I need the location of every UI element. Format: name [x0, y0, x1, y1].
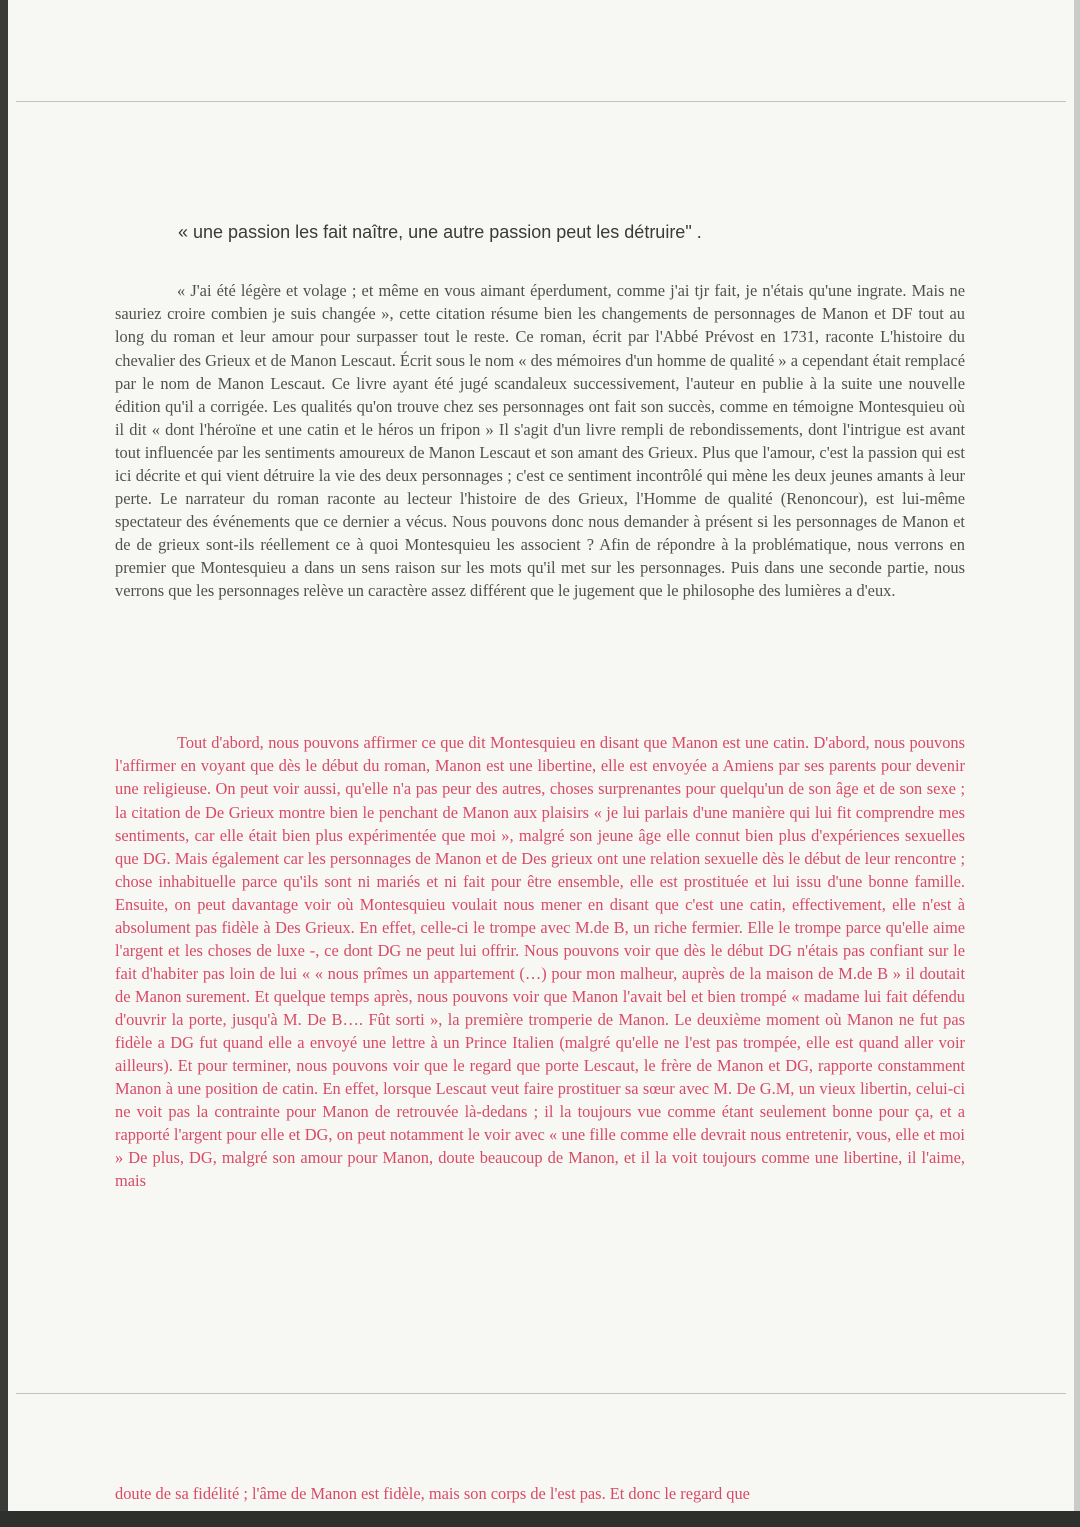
- page-edge-bottom: [0, 1511, 1080, 1527]
- page-break-line-bottom: [16, 1393, 1066, 1394]
- development-paragraph: Tout d'abord, nous pouvons affirmer ce que dit Montesquieu en disant que Manon est une catin. D'abord, nous pouvons l'affirmer en voyant que dès le début du roman, Manon est une libertine, elle est envoyée a Amiens par ses parents pour devenir une religieuse. On peut voir aussi, qu'elle n'a pas peur des autres, choses surprenantes pour quelqu'un de son âge et de son sexe ; la citation de De Grieux montre bien le penchant de Manon aux plaisirs « je lui parlais d'une manière qui lui fit comprendre mes sentiments, car elle était bien plus expérimentée que moi », malgré son jeune âge elle connut bien plus d'expériences sexuelles que DG. Mais également car les personnages de Manon et de Des grieux ont une relation sexuelle dès le début de leur rencontre ; chose inhabituelle parce qu'ils sont ni mariés et ni fait pour être ensemble, elle est prostituée et lui issu d'une bonne famille. Ensuite, on peut davantage voir où Montesquieu voulait nous mener en disant que c'est une catin, effectivement, elle n'est à absolument pas fidèle à Des Grieux. En effet, celle-ci le trompe avec M.de B, un riche fermier. Elle le trompe parce qu'elle aime l'argent et les choses de luxe -, ce dont DG ne peut lui offrir. Nous pouvons voir que dès le début DG n'étais pas confiant sur le fait d'habiter pas loin de lui « « nous prîmes un appartement (…) pour mon malheur, auprès de la maison de M.de B » il doutait de Manon surement. Et quelque temps après, nous pouvons voir que Manon l'avait bel et bien trompé « madame lui fait défendu d'ouvrir la porte, jusqu'à M. De B…. Fût sorti », la première tromperie de Manon. Le deuxième moment où Manon ne fut pas fidèle a DG fut quand elle a envoyé une lettre à un Prince Italien (malgré qu'elle ne l'est pas trompée, elle est quand aller voir ailleurs). Et pour terminer, nous pouvons voir que le regard que porte Lescaut, le frère de Manon et DG, rapporte constamment Manon à une position de catin. En effet, lorsque Lescaut veut faire prostituer sa sœur avec M. De G.M, un vieux libertin, celui-ci ne voit pas la contrainte pour Manon de retrouvée là-dedans ; il la toujours vue comme étant seulement bonne pour ça, et a rapporté l'argent pour elle et DG, on peut notamment le voir avec « une fille comme elle devrait nous entretenir, vous, elle et moi » De plus, DG, malgré son amour pour Manon, doute beaucoup de Manon, et il la voit toujours comme une libertine, il l'aime, mais: [115, 733, 965, 1191]
- page-edge-left: [0, 0, 8, 1527]
- heading-quote: « une passion les fait naître, une autre passion peut les détruire" .: [178, 222, 702, 242]
- next-page-first-line: doute de sa fidélité ; l'âme de Manon est fidèle, mais son corps de l'est pas. Et donc le regard que: [115, 1484, 750, 1503]
- page-break-line-top: [16, 101, 1066, 102]
- intro-paragraph: « J'ai été légère et volage ; et même en vous aimant éperdument, comme j'ai tjr fait, je n'étais qu'une ingrate. Mais ne sauriez croire combien je suis changée », cette citation résume bien les changements de personnages de Manon et DF tout au long du roman et leur amour pour surpasser tout le reste. Ce roman, écrit par l'Abbé Prévost en 1731, raconte L'histoire du chevalier des Grieux et de Manon Lescaut. Écrit sous le nom « des mémoires d'un homme de qualité » a cependant était remplacé par le nom de Manon Lescaut. Ce livre ayant été jugé scandaleux successivement, l'auteur en publie à la suite une nouvelle édition qu'il a corrigée. Les qualités qu'on trouve chez ses personnages ont fait son succès, comme en témoigne Montesquieu où il dit « dont l'héroïne et une catin et le héros un fripon » Il s'agit d'un livre rempli de rebondissements, dont l'intrigue est avant tout influencée par les sentiments amoureux de Manon Lescaut et son amant des Grieux. Plus que l'amour, c'est la passion qui est ici décrite et qui vient détruire la vie des deux personnages ; c'est ce sentiment incontrôlé qui mène les deux jeunes amants à leur perte. Le narrateur du roman raconte au lecteur l'histoire de des Grieux, l'Homme de qualité (Renoncour), est lui-même spectateur des événements que ce dernier a vécus. Nous pouvons donc nous demander à présent si les personnages de Manon et de de grieux sont-ils réellement ce à quoi Montesquieu les associent ? Afin de répondre à la problématique, nous verrons en premier que Montesquieu a dans un sens raison sur les mots qu'il met sur les personnages. Puis dans une seconde partie, nous verrons que les personnages relève un caractère assez différent que le jugement que le philosophe des lumières a d'eux.: [115, 281, 965, 600]
- page-edge-right: [1074, 0, 1080, 1527]
